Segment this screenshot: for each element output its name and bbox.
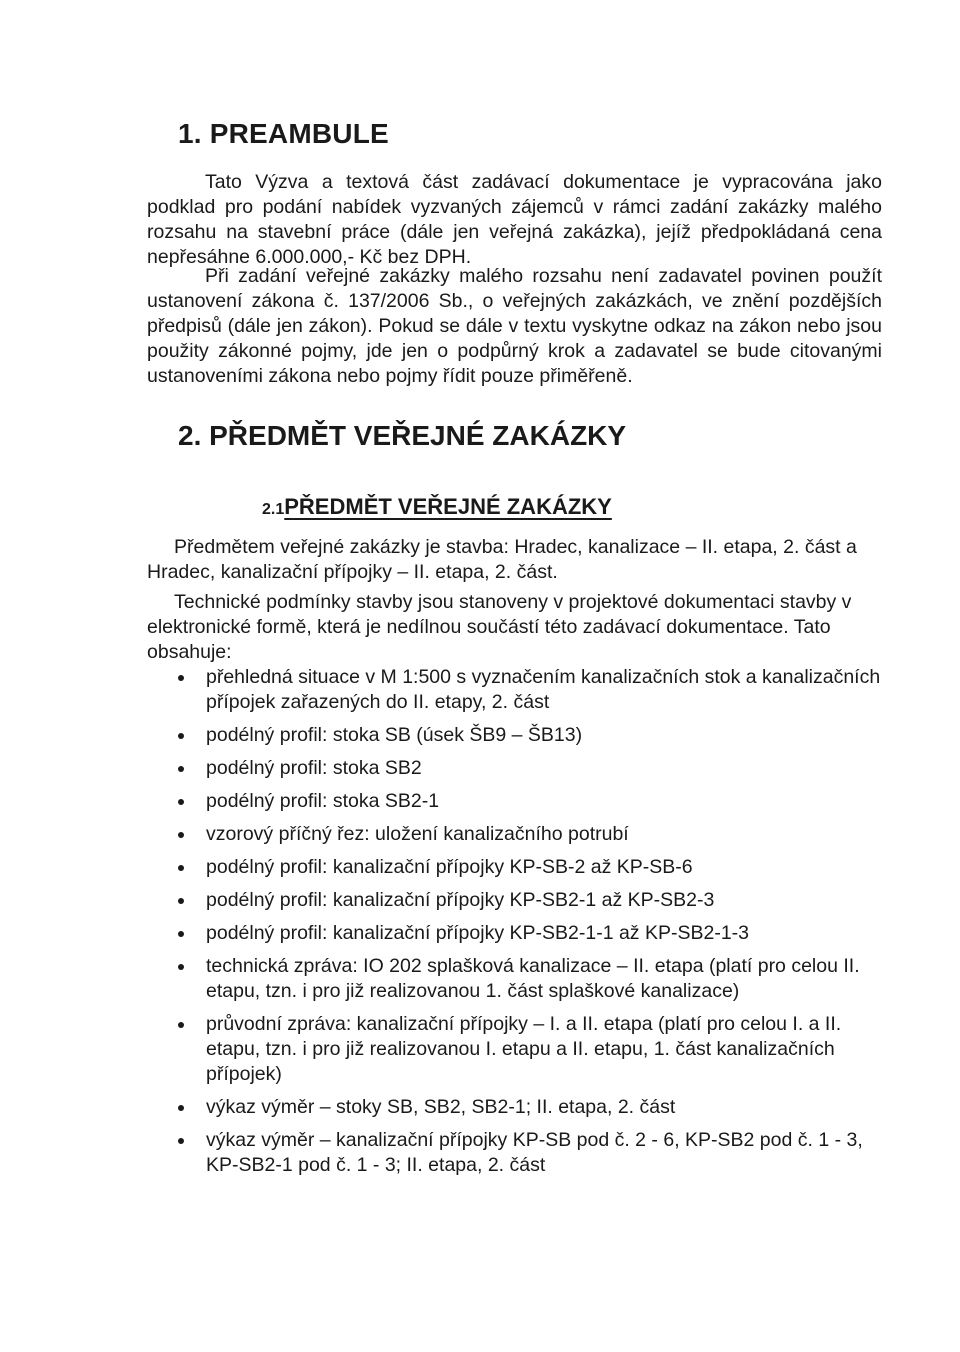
list-item bbox=[177, 954, 882, 1004]
bullet-icon bbox=[178, 865, 184, 871]
list-item bbox=[177, 665, 882, 715]
subject-paragraph: Předmětem veřejné zakázky je stavba: Hradec, kanalizace – II. etapa, 2. část a Hradec, kanalizační přípojky – II. etapa, 2. část. bbox=[147, 536, 857, 583]
list-item-text: výkaz výměr – stoky SB, SB2, SB2-1; II. etapa, 2. část bbox=[206, 1096, 676, 1118]
list-item-text: podélný profil: stoka SB (úsek ŠB9 – ŠB13) bbox=[206, 724, 583, 746]
bullet-icon bbox=[178, 733, 184, 739]
section-1-heading: 1. PREAMBULE bbox=[178, 118, 389, 149]
preamble-paragraph-2: Při zadání veřejné zakázky malého rozsahu není zadavatel povinen použít ustanovení zákona č. 137/2006 Sb., o veřejných zakázkách, ve znění pozdějších předpisů (dále jen zákon). Pokud se dále v textu vyskytne odkaz na zákon nebo jsou použity zákonné pojmy, jde jen o podpůrný krok a zadavatel se bude citovanými ustanoveními zákona nebo pojmy řídit pouze přiměřeně. bbox=[147, 265, 882, 387]
bullet-icon bbox=[178, 964, 184, 970]
list-item-text: průvodní zpráva: kanalizační přípojky – I. a II. etapa (platí pro celou I. a II. etapu, tzn. i pro již realizovanou I. etapu a II. etapu, 1. část kanalizačních přípojek) bbox=[206, 1013, 842, 1085]
bullet-icon bbox=[178, 1022, 184, 1028]
list-item bbox=[177, 888, 882, 913]
bullet-icon bbox=[178, 832, 184, 838]
bullet-icon bbox=[178, 1138, 184, 1144]
bullet-icon bbox=[178, 799, 184, 805]
list-item-text: přehledná situace v M 1:500 s vyznačením kanalizačních stok a kanalizačních přípojek zařazených do II. etapy, 2. část bbox=[206, 666, 881, 713]
bullet-icon bbox=[178, 898, 184, 904]
list-item-text: podélný profil: stoka SB2 bbox=[206, 757, 422, 779]
technical-conditions-paragraph: Technické podmínky stavby jsou stanoveny v projektové dokumentaci stavby v elektronické formě, která je nedílnou součástí této zadávací dokumentace. Tato obsahuje: bbox=[147, 591, 852, 663]
list-item-text: podélný profil: kanalizační přípojky KP-SB-2 až KP-SB-6 bbox=[206, 856, 693, 878]
list-item bbox=[177, 789, 882, 814]
bullet-icon bbox=[178, 931, 184, 937]
list-item-text: podélný profil: kanalizační přípojky KP-SB2-1-1 až KP-SB2-1-3 bbox=[206, 922, 750, 944]
section-2-heading: 2. PŘEDMĚT VEŘEJNÉ ZAKÁZKY bbox=[178, 420, 627, 451]
preamble-paragraph-1: Tato Výzva a textová část zadávací dokumentace je vypracována jako podklad pro podání nabídek vyzvaných zájemců v rámci zadání zakázky malého rozsahu na stavební práce (dále jen veřejná zakázka), jejíž předpokládaná cena nepřesáhne 6.000.000,- Kč bez DPH. bbox=[147, 171, 882, 268]
documentation-contents-list bbox=[177, 665, 882, 1186]
list-item bbox=[177, 1095, 882, 1120]
subsection-2-1-heading bbox=[262, 494, 612, 520]
list-item-text: technická zpráva: IO 202 splašková kanalizace – II. etapa (platí pro celou II. etapu, tzn. i pro již realizovanou 1. část splaškové kanalizace) bbox=[206, 955, 860, 1002]
list-item bbox=[177, 756, 882, 781]
subsection-title: PŘEDMĚT VEŘEJNÉ ZAKÁZKY bbox=[284, 494, 612, 519]
list-item bbox=[177, 822, 882, 847]
list-item-text: podélný profil: kanalizační přípojky KP-SB2-1 až KP-SB2-3 bbox=[206, 889, 715, 911]
list-item-text: vzorový příčný řez: uložení kanalizačního potrubí bbox=[206, 823, 629, 845]
list-item bbox=[177, 723, 882, 748]
bullet-icon bbox=[178, 766, 184, 772]
list-item bbox=[177, 921, 882, 946]
list-item-text: podélný profil: stoka SB2-1 bbox=[206, 790, 440, 812]
list-item bbox=[177, 855, 882, 880]
bullet-icon bbox=[178, 1105, 184, 1111]
subsection-number: 2.1 bbox=[262, 501, 285, 518]
list-item bbox=[177, 1012, 882, 1087]
bullet-icon bbox=[178, 675, 184, 681]
list-item bbox=[177, 1128, 882, 1178]
list-item-text: výkaz výměr – kanalizační přípojky KP-SB pod č. 2 - 6, KP-SB2 pod č. 1 - 3, KP-SB2-1 pod č. 1 - 3; II. etapa, 2. část bbox=[206, 1129, 863, 1176]
